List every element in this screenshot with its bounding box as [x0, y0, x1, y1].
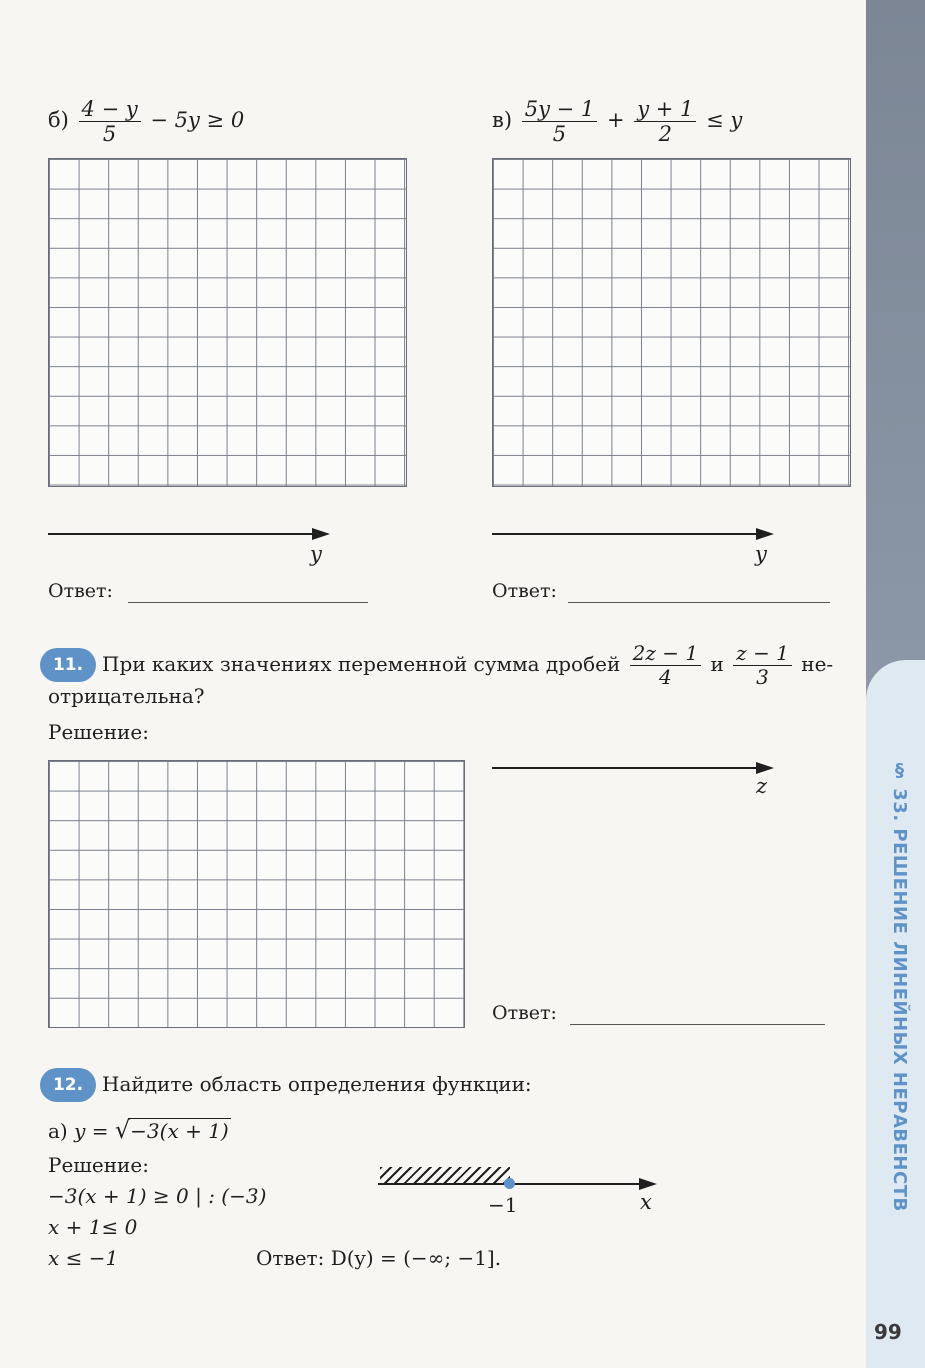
task-12-func-lhs: y =	[74, 1119, 109, 1143]
task-11-answer-field[interactable]	[570, 1024, 825, 1025]
task-v-expression	[492, 98, 742, 145]
task-12-hatched-region	[380, 1167, 510, 1183]
section-title: § 33. РЕШЕНИЕ ЛИНЕЙНЫХ НЕРАВЕНСТВ	[889, 760, 910, 1212]
task-v-frac1-num: 5y − 1	[522, 98, 598, 122]
task-v-fraction-1	[522, 98, 598, 145]
task-b-frac-num: 4 − y	[79, 98, 141, 122]
task-11-axis-arrow	[756, 762, 774, 774]
task-v-frac2-den: 2	[658, 122, 672, 147]
task-b-answer-field[interactable]	[128, 602, 368, 603]
task-12-sub-label: а)	[48, 1119, 68, 1143]
task-11-answer-label: Ответ:	[492, 1002, 557, 1024]
task-12-axis-arrow	[639, 1178, 657, 1190]
task-12-point-label: −1	[488, 1193, 518, 1217]
task-v-answer-label: Ответ:	[492, 580, 557, 602]
task-11-number: 11.	[40, 648, 96, 682]
task-b-expression	[48, 98, 244, 145]
task-11-axis-label: z	[756, 774, 768, 798]
task-v-answer-field[interactable]	[568, 602, 830, 603]
task-12-step-3: x ≤ −1	[48, 1246, 119, 1270]
task-11-fraction-2	[733, 643, 792, 688]
task-11-grid[interactable]	[48, 760, 465, 1028]
sqrt-icon: √	[114, 1116, 131, 1144]
task-12-text: Найдите область определения функции:	[102, 1072, 532, 1096]
task-v-grid[interactable]	[492, 158, 851, 487]
task-12-point-marker	[504, 1178, 515, 1189]
task-12-axis-label: x	[640, 1190, 652, 1214]
task-12-number: 12.	[40, 1068, 96, 1102]
task-11-fraction-1	[630, 643, 701, 688]
task-b-label: б)	[48, 108, 69, 133]
task-11-text-line2: отрицательна?	[48, 684, 205, 708]
page-number: 99	[874, 1320, 902, 1344]
task-11-text-end: не-	[801, 652, 834, 676]
task-11-frac1-num: 2z − 1	[630, 643, 701, 666]
task-b-grid[interactable]	[48, 158, 407, 487]
task-b-axis-arrow	[312, 528, 330, 540]
task-v-axis-arrow	[756, 528, 774, 540]
task-b-axis	[48, 533, 313, 535]
sidebar-band	[866, 0, 925, 700]
task-v-axis	[492, 533, 757, 535]
task-11-question	[102, 643, 833, 688]
task-11-conj: и	[710, 652, 724, 676]
task-12-radical: −3(x + 1)	[130, 1119, 229, 1143]
task-b-fraction	[79, 98, 141, 145]
task-12-solution-label: Решение:	[48, 1153, 149, 1177]
task-12-step-1: −3(x + 1) ≥ 0 | : (−3)	[48, 1184, 267, 1208]
task-v-frac1-den: 5	[552, 122, 567, 147]
task-11-frac2-num: z − 1	[733, 643, 792, 666]
task-11-axis	[492, 767, 757, 769]
task-b-frac-den: 5	[102, 122, 117, 147]
task-11-text-start: При каких значениях переменной сумма дробей	[102, 652, 621, 676]
task-v-label: в)	[492, 108, 513, 133]
task-12-function	[48, 1116, 231, 1144]
task-11-solution-label: Решение:	[48, 720, 149, 744]
task-v-plus: +	[606, 108, 625, 133]
task-v-fraction-2	[634, 98, 696, 145]
task-12-answer: Ответ: D(y) = (−∞; −1].	[256, 1246, 502, 1270]
task-v-axis-label: y	[755, 542, 767, 566]
task-12-step-2: x + 1≤ 0	[48, 1215, 138, 1239]
task-11-frac1-den: 4	[659, 665, 672, 689]
task-b-rest: − 5y ≥ 0	[150, 108, 245, 133]
task-v-frac2-num: y + 1	[634, 98, 696, 122]
task-b-axis-label: y	[310, 542, 322, 566]
task-v-rest: ≤ y	[706, 108, 743, 133]
task-b-answer-label: Ответ:	[48, 580, 113, 602]
task-11-frac2-den: 3	[756, 665, 769, 689]
